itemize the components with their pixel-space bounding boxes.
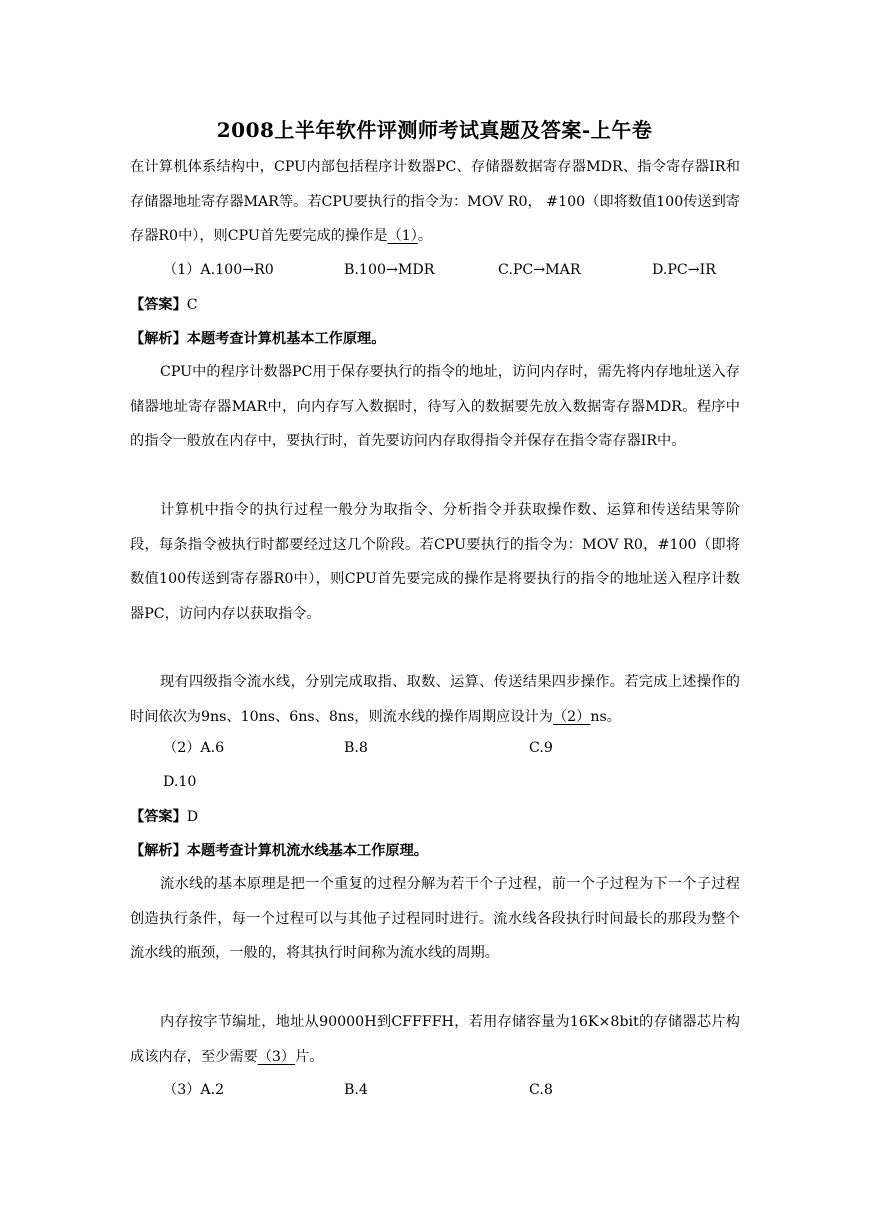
q1-analysis-heading (130, 329, 385, 349)
q1-analysis-label: 【解析】 (130, 331, 187, 347)
q2-answer-value: D (186, 809, 199, 825)
q1-option-d: D.PC→IR (652, 262, 716, 278)
q1-analysis-title: 本题考查计算机基本工作原理。 (186, 331, 386, 347)
q2-analysis-title: 本题考查计算机流水线基本工作原理。 (186, 843, 428, 859)
q2-option-b: B.8 (344, 740, 368, 756)
q3-option-a: （3）A.2 (163, 1082, 225, 1098)
q1-option-b: B.100→MDR (344, 262, 435, 278)
question-1-stem: 在计算机体系结构中，CPU内部包括程序计数器PC、存储器数据寄存器MDR、指令寄存器IR和存储器地址寄存器MAR等。若CPU要执行的指令为：MOV R0， #100（即将数值100传送到寄存器R0中），则CPU首先要完成的操作是 (130, 159, 740, 244)
q2-option-a: （2）A.6 (163, 740, 225, 756)
question-3-stem-end: 片。 (295, 1048, 324, 1065)
q1-answer-value: C (186, 297, 198, 313)
q2-option-c: C.9 (529, 740, 553, 756)
q2-analysis-label: 【解析】 (130, 843, 187, 859)
question-3-stem: 内存按字节编址，地址从90000H到CFFFFH，若用存储容量为16K×8bit的存储器芯片构成该内存，至少需要 (130, 1014, 740, 1065)
page-title: 2008上半年软件评测师考试真题及答案-上午卷 (216, 118, 653, 142)
q1-answer-label: 【答案】 (130, 297, 187, 313)
q1-analysis-paragraph-1: CPU中的程序计数器PC用于保存要执行的指令的地址，访问内存时，需先将内存地址送入存储器地址寄存器MAR中，向内存写入数据时，待写入的数据要先放入数据寄存器MDR。程序中的指令一般放在内存中，要执行时，首先要访问内存取得指令并保存在指令寄存器IR中。 (130, 364, 740, 449)
question-1-text (130, 150, 740, 254)
q1-analysis-paragraph-2: 计算机中指令的执行过程一般分为取指令、分析指令并获取操作数、运算和传送结果等阶段，每条指令被执行时都要经过这几个阶段。若CPU要执行的指令为：MOV R0，#100（即将数值100传送到寄存器R0中），则CPU首先要完成的操作是将要执行的指令的地址送入程序计数器PC，访问内存以获取指令。 (130, 502, 740, 622)
q2-analysis-heading (130, 841, 428, 861)
q3-option-b: B.4 (344, 1082, 368, 1098)
question-2-stem-end: ns。 (590, 708, 621, 725)
q2-analysis-paragraph-1: 流水线的基本原理是把一个重复的过程分解为若干个子过程，前一个子过程为下一个子过程创造执行条件，每一个过程可以与其他子过程同时进行。流水线各段执行时间最长的那段为整个流水线的瓶颈，一般的，将其执行时间称为流水线的周期。 (130, 876, 740, 961)
q1-option-a: （1）A.100→R0 (163, 262, 274, 278)
q1-option-c: C.PC→MAR (498, 262, 581, 278)
question-2-blank: （2） (552, 708, 591, 725)
q1-answer (130, 295, 198, 315)
q3-option-c: C.8 (529, 1082, 553, 1098)
question-3-blank: （3） (257, 1048, 296, 1065)
q2-answer (130, 807, 198, 827)
q2-option-d: D.10 (163, 774, 197, 790)
q2-answer-label: 【答案】 (130, 809, 187, 825)
question-3-text (130, 1005, 740, 1074)
question-1-blank: （1） (387, 228, 418, 244)
question-1-stem-end: 。 (417, 228, 433, 244)
question-2-text (130, 665, 740, 734)
question-2-stem: 现有四级指令流水线，分别完成取指、取数、运算、传送结果四步操作。若完成上述操作的时间依次为9ns、10ns、6ns、8ns，则流水线的操作周期应设计为 (130, 674, 740, 725)
